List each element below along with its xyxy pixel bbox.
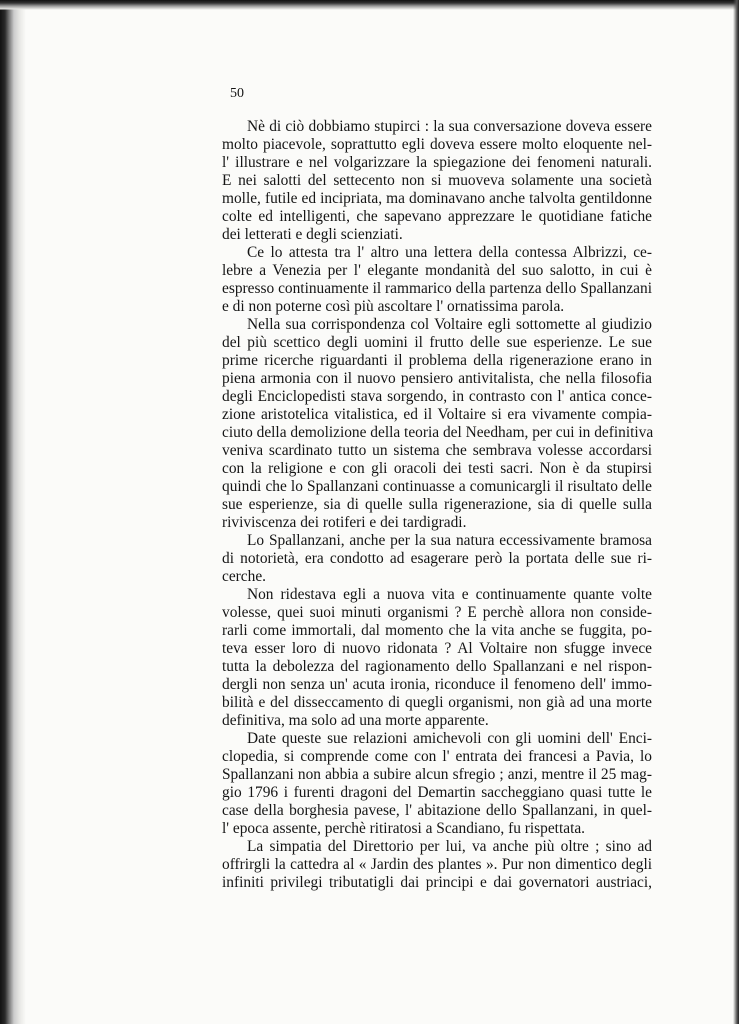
- paragraph: [222, 118, 652, 244]
- text-line: Nè di ciò dobbiamo stupirci : la sua conversazione doveva essere: [247, 118, 652, 135]
- text-line: con la religione e con gli oracoli dei testi sacri. Non è da stupirsi: [222, 460, 652, 477]
- paragraph: [222, 730, 652, 838]
- text-line: definitiva, ma solo ad una morte apparente.: [222, 712, 489, 729]
- text-line: volesse, quei suoi minuti organismi ? E perchè allora non conside-: [222, 604, 652, 621]
- paragraph: [222, 532, 652, 586]
- text-line: degli Enciclopedisti stava sorgendo, in contrasto con l' antica conce-: [222, 388, 652, 405]
- text-line: teva esser loro di nuovo ridonata ? Al Voltaire non sfugge invece: [222, 640, 652, 657]
- text-line: infiniti privilegi tributatigli dai principi e dai governatori austriaci,: [222, 874, 652, 891]
- text-line: ciuto della demolizione della teoria del Needham, per cui in definitiva: [222, 424, 654, 441]
- text-line: l' illustrare e nel volgarizzare la spiegazione dei fenomeni naturali.: [222, 154, 652, 171]
- text-line: rarli come immortali, dal momento che la vita anche se fuggita, po-: [222, 622, 652, 639]
- text-line: Ce lo attesta tra l' altro una lettera della contessa Albrizzi, ce-: [247, 244, 652, 261]
- paragraph: [222, 838, 652, 892]
- page-number: 50: [230, 86, 244, 101]
- text-line: Nella sua corrispondenza col Voltaire egli sottomette al giudizio: [247, 316, 652, 333]
- text-line: dei letterati e degli scienziati.: [222, 226, 403, 243]
- text-line: colte ed intelligenti, che sapevano apprezzare le quotidiane fatiche: [222, 208, 652, 225]
- text-line: clopedia, si comprende come con l' entrata dei francesi a Pavia, lo: [222, 748, 652, 765]
- text-line: del più scettico degli uomini il frutto delle sue esperienze. Le sue: [222, 334, 652, 351]
- scan-right-edge: [733, 0, 739, 1024]
- text-line: offrirgli la cattedra al « Jardin des plantes ». Pur non dimentico degli: [222, 856, 652, 873]
- text-line: lebre a Venezia per l' elegante mondanità del suo salotto, in cui è: [222, 262, 652, 279]
- text-line: Spallanzani non abbia a subire alcun sfregio ; anzi, mentre il 25 mag-: [222, 766, 652, 783]
- text-line: tutta la debolezza del ragionamento dello Spallanzani e nel rispon-: [222, 658, 652, 675]
- text-line: gio 1796 i furenti dragoni del Demartin saccheggiano quasi tutte le: [222, 784, 652, 801]
- text-line: bilità e del disseccamento di quegli organismi, non già ad una morte: [222, 694, 652, 711]
- text-line: quindi che lo Spallanzani continuasse a comunicargli il risultato delle: [222, 478, 652, 495]
- text-line: veniva scardinato tutto un sistema che sembrava volesse accordarsi: [222, 442, 652, 459]
- text-line: l' epoca assente, perchè ritiratosi a Scandiano, fu rispettata.: [222, 820, 586, 837]
- paragraph: [222, 316, 652, 532]
- text-line: espresso continuamente il rammarico della partenza dello Spallanzani: [222, 280, 652, 297]
- body-text: [222, 118, 652, 892]
- text-line: e di non poterne così più ascoltare l' ornatissima parola.: [222, 298, 565, 315]
- text-line: prime ricerche riguardanti il problema della rigenerazione erano in: [222, 352, 652, 369]
- text-line: dergli non senza un' acuta ironia, riconduce il fenomeno dell' immo-: [222, 676, 652, 693]
- paragraph: [222, 586, 652, 730]
- text-line: di notorietà, era condotto ad esagerare però la portata delle sue ri-: [222, 550, 652, 567]
- text-line: Lo Spallanzani, anche per la sua natura eccessivamente bramosa: [247, 532, 652, 549]
- text-line: Date queste sue relazioni amichevoli con gli uomini dell' Enci-: [247, 730, 652, 747]
- text-line: case della borghesia pavese, l' abitazione dello Spallanzani, in quel-: [222, 802, 652, 819]
- book-binding-edge: [0, 0, 26, 1024]
- text-line: cerche.: [222, 568, 266, 585]
- text-line: La simpatia del Direttorio per lui, va anche più oltre ; sino ad: [247, 838, 652, 855]
- text-line: zione aristotelica vitalistica, ed il Voltaire si era vivamente compia-: [222, 406, 652, 423]
- scan-top-edge: [0, 0, 739, 10]
- text-line: riviviscenza dei rotiferi e dei tardigradi.: [222, 514, 467, 531]
- text-line: molto piacevole, soprattutto egli doveva essere molto eloquente nel-: [222, 136, 652, 153]
- paragraph: [222, 244, 652, 316]
- text-line: molle, futile ed incipriata, ma dominavano anche talvolta gentildonne: [222, 190, 652, 207]
- text-line: sue esperienze, sia di quelle sulla rigenerazione, sia di quelle sulla: [222, 496, 652, 513]
- text-line: E nei salotti del settecento non si muoveva solamente una società: [222, 172, 652, 189]
- text-line: piena armonia con il nuovo pensiero antivitalista, che nella filosofia: [222, 370, 652, 387]
- text-line: Non ridestava egli a nuova vita e continuamente quante volte: [247, 586, 652, 603]
